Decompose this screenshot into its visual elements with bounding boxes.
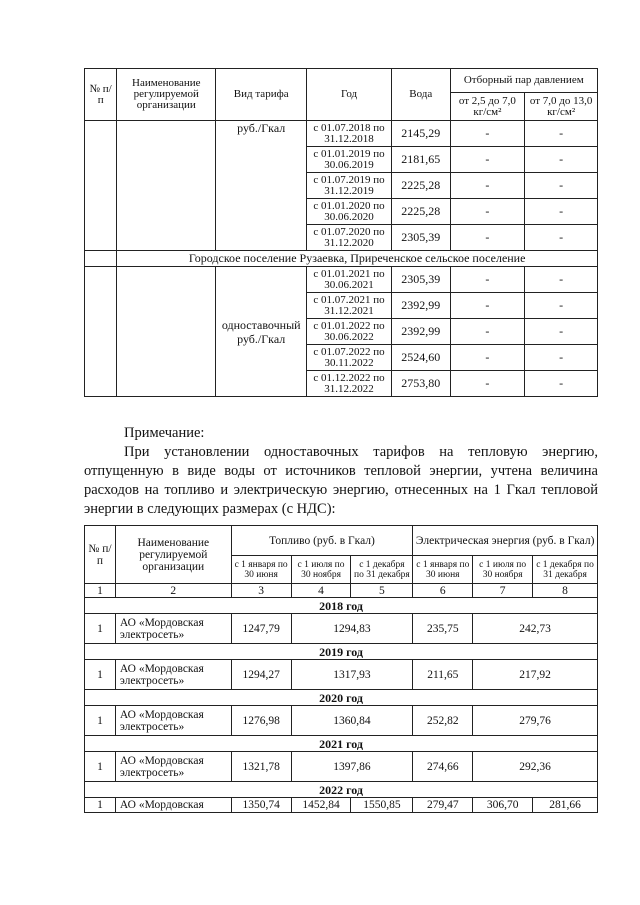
power-jan: 252,82 (413, 706, 473, 736)
header-power: Электрическая энергия (руб. в Гкал) (413, 526, 598, 556)
header-org: Наименование регулируемой организации (117, 69, 216, 121)
power-jan: 235,75 (413, 614, 473, 644)
header-steam-low: от 2,5 до 7,0 кг/см² (450, 93, 525, 121)
period: с 01.01.2021 по 30.06.2021 (307, 267, 392, 293)
header-num: № п/п (85, 69, 117, 121)
col-number: 5 (351, 584, 413, 598)
period: с 01.12.2022 по 31.12.2022 (307, 371, 392, 397)
steam-high-value: - (525, 267, 598, 293)
header-fuel: Топливо (руб. в Гкал) (231, 526, 413, 556)
water-value: 2524,60 (391, 345, 450, 371)
steam-low-value: - (450, 267, 525, 293)
fuel-jan: 1276,98 (231, 706, 291, 736)
water-value: 2392,99 (391, 293, 450, 319)
power-jan: 211,65 (413, 660, 473, 690)
header-period-jul: с 1 июля по 30 ноября (291, 556, 351, 584)
row-num: 1 (85, 706, 116, 736)
org-name: АО «Мордовская электросеть» (115, 614, 231, 644)
header-year: Год (307, 69, 392, 121)
fuel-jan: 1350,74 (231, 798, 291, 813)
col-number: 1 (85, 584, 116, 598)
col-number: 2 (115, 584, 231, 598)
steam-high-value: - (525, 225, 598, 251)
header-steam-high: от 7,0 до 13,0 кг/см² (525, 93, 598, 121)
row-num: 1 (85, 798, 116, 813)
header-period-dec: с 1 декабря по 31 декабря (351, 556, 413, 584)
period: с 01.07.2022 по 30.11.2022 (307, 345, 392, 371)
period: с 01.01.2020 по 30.06.2020 (307, 199, 392, 225)
note-title: Примечание: (124, 425, 205, 441)
year-header: 2020 год (85, 690, 598, 706)
steam-high-value: - (525, 319, 598, 345)
col-number: 3 (231, 584, 291, 598)
steam-low-value: - (450, 173, 525, 199)
header-org: Наименование регулируемой организации (115, 526, 231, 584)
steam-low-value: - (450, 121, 525, 147)
power-dec: 281,66 (533, 798, 598, 813)
steam-low-value: - (450, 147, 525, 173)
header-period-jan: с 1 января по 30 июня (413, 556, 473, 584)
water-value: 2225,28 (391, 199, 450, 225)
fuel-jul-dec: 1397,86 (291, 752, 413, 782)
tariff-table (84, 68, 598, 397)
tariff-label: одноставочный руб./Гкал (216, 267, 307, 397)
fuel-jan: 1247,79 (231, 614, 291, 644)
org-name: АО «Мордовская электросеть» (115, 752, 231, 782)
fuel-jul-dec: 1360,84 (291, 706, 413, 736)
period: с 01.07.2021 по 31.12.2021 (307, 293, 392, 319)
num-cell (85, 267, 117, 397)
col-number: 6 (413, 584, 473, 598)
org-cell (117, 121, 216, 251)
water-value: 2753,80 (391, 371, 450, 397)
fuel-jan: 1321,78 (231, 752, 291, 782)
col-number: 8 (533, 584, 598, 598)
power-jul-dec: 242,73 (473, 614, 598, 644)
water-value: 2181,65 (391, 147, 450, 173)
org-name: АО «Мордовская электросеть» (115, 706, 231, 736)
header-period-jul: с 1 июля по 30 ноября (473, 556, 533, 584)
period: с 01.07.2018 по 31.12.2018 (307, 121, 392, 147)
header-num: № п/п (85, 526, 116, 584)
power-jul-dec: 292,36 (473, 752, 598, 782)
steam-high-value: - (525, 121, 598, 147)
header-water: Вода (391, 69, 450, 121)
steam-high-value: - (525, 293, 598, 319)
col-number: 4 (291, 584, 351, 598)
header-period-dec: с 1 декабря по 31 декабря (533, 556, 598, 584)
region-label: Городское поселение Рузаевка, Приреченское сельское поселение (117, 251, 598, 267)
steam-low-value: - (450, 225, 525, 251)
water-value: 2305,39 (391, 225, 450, 251)
header-period-jan: с 1 января по 30 июня (231, 556, 291, 584)
fuel-jul-dec: 1317,93 (291, 660, 413, 690)
header-tariff-type: Вид тарифа (216, 69, 307, 121)
row-num: 1 (85, 614, 116, 644)
row-num: 1 (85, 752, 116, 782)
steam-high-value: - (525, 345, 598, 371)
period: с 01.01.2022 по 30.06.2022 (307, 319, 392, 345)
steam-high-value: - (525, 147, 598, 173)
col-number: 7 (473, 584, 533, 598)
num-cell (85, 251, 117, 267)
steam-high-value: - (525, 371, 598, 397)
steam-low-value: - (450, 319, 525, 345)
tariff-unit: руб./Гкал (216, 121, 307, 251)
year-header: 2022 год (85, 782, 598, 798)
steam-low-value: - (450, 293, 525, 319)
power-jul: 306,70 (473, 798, 533, 813)
water-value: 2305,39 (391, 267, 450, 293)
steam-low-value: - (450, 199, 525, 225)
fuel-jan: 1294,27 (231, 660, 291, 690)
note-body: При установлении одноставочных тарифов на тепловую энергию, отпущенную в виде воды от источников тепловой энергии, учтена величина расходов на топливо и электрическую энергию, отнесенных на 1 Гкал тепловой энергии в следующих размерах (с НДС): (84, 444, 598, 517)
steam-low-value: - (450, 371, 525, 397)
period: с 01.07.2020 по 31.12.2020 (307, 225, 392, 251)
steam-high-value: - (525, 199, 598, 225)
power-jan: 279,47 (413, 798, 473, 813)
water-value: 2145,29 (391, 121, 450, 147)
period: с 01.07.2019 по 31.12.2019 (307, 173, 392, 199)
org-name: АО «Мордовская электросеть» (115, 660, 231, 690)
power-jul-dec: 279,76 (473, 706, 598, 736)
row-num: 1 (85, 660, 116, 690)
header-steam: Отборный пар давлением (450, 69, 597, 93)
power-jan: 274,66 (413, 752, 473, 782)
year-header: 2018 год (85, 598, 598, 614)
power-jul-dec: 217,92 (473, 660, 598, 690)
org-cell (117, 267, 216, 397)
steam-high-value: - (525, 173, 598, 199)
org-name: АО «Мордовская (115, 798, 231, 813)
year-header: 2019 год (85, 644, 598, 660)
period: с 01.01.2019 по 30.06.2019 (307, 147, 392, 173)
fuel-dec: 1550,85 (351, 798, 413, 813)
costs-table (84, 525, 598, 813)
fuel-jul-dec: 1294,83 (291, 614, 413, 644)
year-header: 2021 год (85, 736, 598, 752)
steam-low-value: - (450, 345, 525, 371)
water-value: 2392,99 (391, 319, 450, 345)
num-cell (85, 121, 117, 251)
water-value: 2225,28 (391, 173, 450, 199)
fuel-jul: 1452,84 (291, 798, 351, 813)
